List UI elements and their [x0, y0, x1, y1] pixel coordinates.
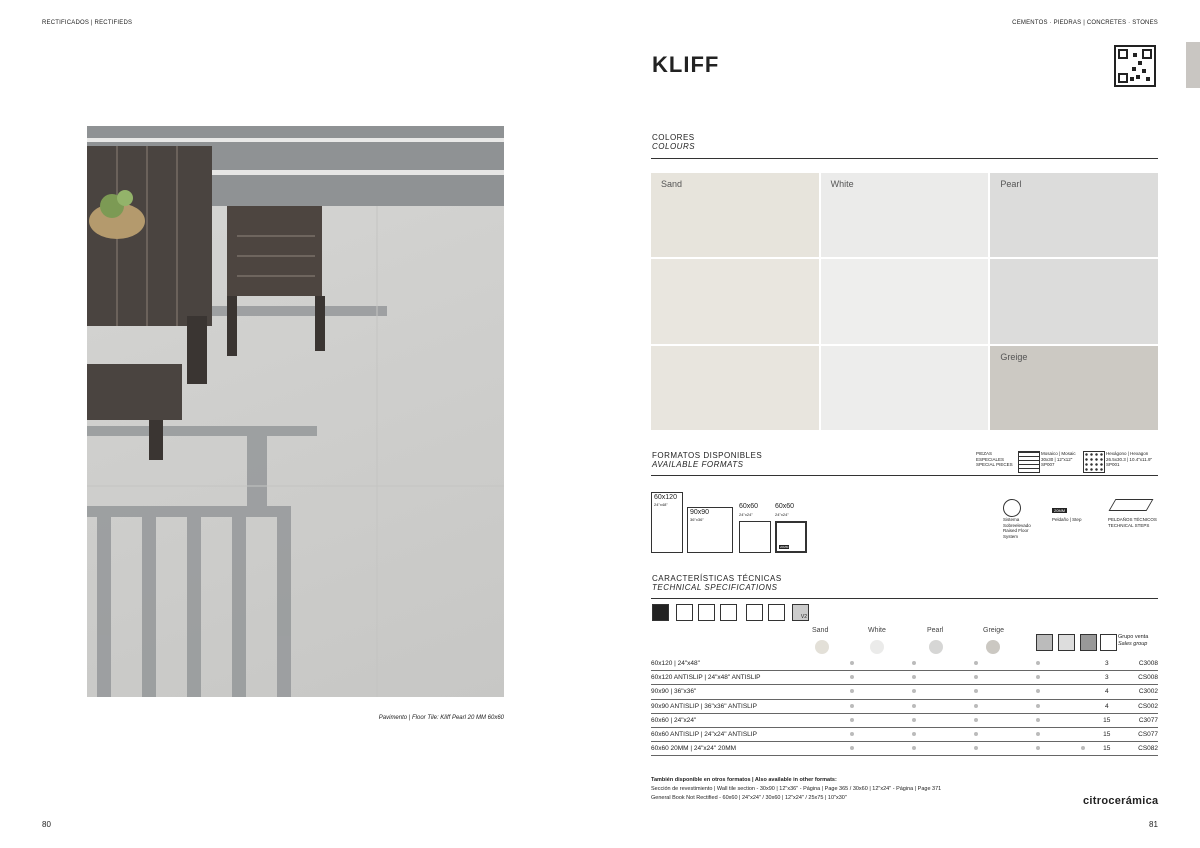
group-en: Sales group — [1118, 641, 1148, 647]
row-cell — [1007, 671, 1069, 685]
row-pcs: 3 — [1098, 671, 1115, 685]
colour-tile-white-2[interactable] — [821, 259, 989, 343]
colours-rule — [651, 158, 1158, 159]
formats-title-es: FORMATOS DISPONIBLES — [652, 451, 763, 460]
row-cell — [883, 699, 945, 713]
row-cell — [1007, 685, 1069, 699]
colour-tile-pearl-2[interactable] — [990, 259, 1158, 343]
row-pcs: 4 — [1098, 685, 1115, 699]
row-pcs: 15 — [1098, 713, 1115, 727]
row-cell — [945, 713, 1007, 727]
row-cell — [945, 742, 1007, 756]
colour-tile-white-3[interactable] — [821, 346, 989, 430]
row-cell — [1007, 727, 1069, 741]
row-cell — [1068, 657, 1098, 671]
format-60x60-20mm-label: 60x60 — [775, 503, 795, 510]
availability-dot — [974, 704, 978, 708]
row-pcs: 15 — [1098, 727, 1115, 741]
row-code: CS077 — [1115, 727, 1158, 741]
hexagon-icon — [1083, 451, 1105, 473]
format-60x60-inch: 24"x24" — [739, 512, 753, 517]
colours-title-es: COLORES — [652, 133, 695, 142]
row-cell — [945, 685, 1007, 699]
colour-tile-white[interactable] — [821, 173, 989, 257]
colours-title — [652, 133, 695, 151]
col-pearl: Pearl — [927, 627, 944, 634]
row-cell — [821, 671, 883, 685]
qr-code-icon[interactable] — [1114, 45, 1156, 87]
photo-caption: Pavimento | Floor Tile: Kliff Pearl 20 MM 60x60 — [378, 715, 504, 721]
box-icon — [1036, 634, 1053, 651]
product-photo — [87, 126, 504, 697]
row-name: 90x90 | 36"x36" — [651, 685, 821, 699]
row-cell — [821, 657, 883, 671]
shade-variation-icon — [792, 604, 809, 621]
formats-title — [652, 451, 762, 469]
row-code: C3008 — [1115, 657, 1158, 671]
row-cell — [883, 727, 945, 741]
footnote — [651, 776, 941, 803]
raised-floor-icon — [1003, 499, 1021, 517]
row-cell — [1068, 713, 1098, 727]
outdoor-icon — [768, 604, 785, 621]
row-cell — [945, 699, 1007, 713]
row-cell — [883, 742, 945, 756]
row-cell — [1068, 727, 1098, 741]
availability-dot — [850, 661, 854, 665]
availability-dot — [912, 689, 916, 693]
formats-rule — [651, 475, 1158, 476]
availability-dot — [1036, 661, 1040, 665]
brand-logo: citrocerámica — [1083, 795, 1159, 807]
availability-dot — [850, 718, 854, 722]
colour-tile-sand-3[interactable] — [651, 346, 819, 430]
footnote-line2: Sección de revestimiento | Wall tile section - 30x90 | 12"x36" - Página | Page 365 / 30x60 | 12"x24" - Página | Page 371 — [651, 786, 942, 792]
row-cell — [1007, 742, 1069, 756]
availability-dot — [974, 675, 978, 679]
row-cell — [1068, 699, 1098, 713]
format-60x60-20mm-inch: 24"x24" — [775, 512, 789, 517]
row-code: CS008 — [1115, 671, 1158, 685]
special-piece-hexagon: Hexágono | Hexagon 26.5x30.3 | 10.4"x11.9" SP001 — [1106, 451, 1153, 467]
format-60x60-20mm-box — [775, 521, 807, 553]
swatch-white — [870, 640, 884, 654]
row-pcs: 3 — [1098, 657, 1115, 671]
footnote-line3: General Book Not Rectified - 60x60 | 24"x24" / 30x60 | 12"x24" / 25x75 | 10"x30" — [651, 795, 847, 801]
row-name: 60x120 ANTISLIP | 24"x48" ANTISLIP — [651, 671, 821, 685]
colour-tile-sand[interactable] — [651, 173, 819, 257]
special-piece-mosaic: Mosaico | Mosaic 30x30 | 12"x12" SP007 — [1041, 451, 1076, 467]
row-cell — [945, 657, 1007, 671]
technical-steps-label: PELDAÑOS TÉCNICOS TECHNICAL STEPS — [1108, 517, 1157, 528]
footnote-line1: También disponible en otros formatos | Also available in other formats: — [651, 777, 837, 783]
availability-dot — [1036, 689, 1040, 693]
row-cell — [821, 699, 883, 713]
row-name: 60x60 | 24"x24" — [651, 713, 821, 727]
availability-dot — [974, 718, 978, 722]
tile-label: Greige — [1000, 351, 1028, 362]
availability-dot — [912, 675, 916, 679]
availability-dot — [1036, 704, 1040, 708]
swatch-greige — [986, 640, 1000, 654]
availability-dot — [1036, 746, 1040, 750]
table-row — [651, 657, 1158, 671]
colour-tile-sand-2[interactable] — [651, 259, 819, 343]
row-cell — [945, 671, 1007, 685]
format-60x120 — [651, 492, 683, 553]
availability-dot — [912, 718, 916, 722]
availability-dot — [1036, 732, 1040, 736]
specs-title-es: CARACTERÍSTICAS TÉCNICAS — [652, 574, 782, 583]
row-cell — [883, 713, 945, 727]
mosaic-icon — [1018, 451, 1040, 473]
porcelain-icon — [676, 604, 693, 621]
row-cell — [1007, 713, 1069, 727]
availability-dot — [850, 689, 854, 693]
row-cell — [821, 713, 883, 727]
weight-icon — [1080, 634, 1097, 651]
table-row — [651, 685, 1158, 699]
indoor-icon — [746, 604, 763, 621]
swatch-pearl — [929, 640, 943, 654]
specs-rule — [651, 598, 1158, 599]
format-90x90 — [687, 507, 733, 553]
availability-dot — [850, 732, 854, 736]
sales-group-label — [1118, 634, 1148, 648]
row-cell — [1068, 671, 1098, 685]
formats-title-en: AVAILABLE FORMATS — [652, 460, 744, 469]
tile-label: White — [830, 179, 854, 189]
colour-tile-grid — [651, 173, 1158, 430]
row-cell — [883, 685, 945, 699]
sqm-icon — [1058, 634, 1075, 651]
colour-tile-greige[interactable] — [990, 346, 1158, 430]
specs-title — [652, 574, 782, 592]
availability-dot — [974, 689, 978, 693]
availability-dot — [850, 746, 854, 750]
format-size: 90x90 — [690, 509, 710, 516]
frost-resistant-icon — [720, 604, 737, 621]
pallet-icon — [1100, 634, 1117, 651]
row-name: 60x60 20MM | 24"x24" 20MM — [651, 742, 821, 756]
availability-dot — [1081, 746, 1085, 750]
step-label: Peldaño | Step — [1052, 517, 1082, 522]
col-white: White — [868, 627, 886, 634]
availability-dot — [850, 675, 854, 679]
format-size: 60x120 — [654, 494, 677, 501]
row-cell — [821, 727, 883, 741]
tile-label: Sand — [661, 179, 683, 189]
availability-dot — [974, 746, 978, 750]
table-row — [651, 699, 1158, 713]
v2-label: V2 — [800, 614, 807, 620]
row-cell — [821, 742, 883, 756]
row-code: C3077 — [1115, 713, 1158, 727]
header-right: CEMENTOS · PIEDRAS | CONCRETES · STONES — [1012, 20, 1158, 26]
specs-title-en: TECHNICAL SPECIFICATIONS — [652, 583, 778, 592]
table-row — [651, 713, 1158, 727]
availability-dot — [912, 661, 916, 665]
step-20mm-badge: 20MM — [1054, 508, 1066, 513]
tile-label: Pearl — [1000, 179, 1022, 189]
raised-floor-label: Sistema Sobreelevado Raised Floor System — [1003, 517, 1031, 539]
group-es: Grupo venta — [1118, 634, 1149, 640]
availability-dot — [850, 704, 854, 708]
table-row — [651, 671, 1158, 685]
spec-table — [651, 657, 1158, 756]
page-number-left: 80 — [42, 820, 51, 829]
format-inch: 36"x36" — [690, 517, 704, 522]
row-pcs: 4 — [1098, 699, 1115, 713]
colours-title-en: COLOURS — [652, 142, 696, 151]
availability-dot — [912, 704, 916, 708]
rectified-icon — [698, 604, 715, 621]
row-cell — [821, 685, 883, 699]
page-number-right: 81 — [1149, 820, 1158, 829]
row-cell — [1007, 657, 1069, 671]
format-60x60-box — [739, 521, 771, 553]
row-cell — [945, 727, 1007, 741]
format-inch: 24"x48" — [654, 502, 668, 507]
row-code: CS002 — [1115, 699, 1158, 713]
availability-dot — [1036, 718, 1040, 722]
availability-dot — [912, 746, 916, 750]
row-cell — [883, 671, 945, 685]
product-title: KLIFF — [652, 52, 720, 77]
technical-step-icon — [1109, 499, 1154, 511]
row-pcs: 15 — [1098, 742, 1115, 756]
format-60x60-label: 60x60 — [739, 503, 759, 510]
table-row — [651, 727, 1158, 741]
row-name: 60x120 | 24"x48" — [651, 657, 821, 671]
header-left: RECTIFICADOS | RECTIFIEDS — [42, 20, 133, 26]
row-cell — [1068, 742, 1098, 756]
availability-dot — [974, 661, 978, 665]
table-row — [651, 742, 1158, 756]
row-name: 90x90 ANTISLIP | 36"x36" ANTISLIP — [651, 699, 821, 713]
format-20mm-badge: 20MM — [780, 545, 789, 549]
pasta-icon — [652, 604, 669, 621]
row-cell — [1007, 699, 1069, 713]
swatch-sand — [815, 640, 829, 654]
special-pieces-label: PIEZAS ESPECIALES SPECIAL PIECES — [976, 451, 1013, 467]
availability-dot — [974, 732, 978, 736]
availability-dot — [1036, 675, 1040, 679]
row-cell — [1068, 685, 1098, 699]
col-sand: Sand — [812, 627, 829, 634]
availability-dot — [912, 732, 916, 736]
row-code: C3002 — [1115, 685, 1158, 699]
row-name: 60x60 ANTISLIP | 24"x24" ANTISLIP — [651, 727, 821, 741]
colour-tile-pearl[interactable] — [990, 173, 1158, 257]
row-cell — [883, 657, 945, 671]
terrace-image — [87, 126, 504, 697]
section-tab — [1186, 42, 1200, 88]
col-greige: Greige — [983, 627, 1005, 634]
row-code: CS082 — [1115, 742, 1158, 756]
